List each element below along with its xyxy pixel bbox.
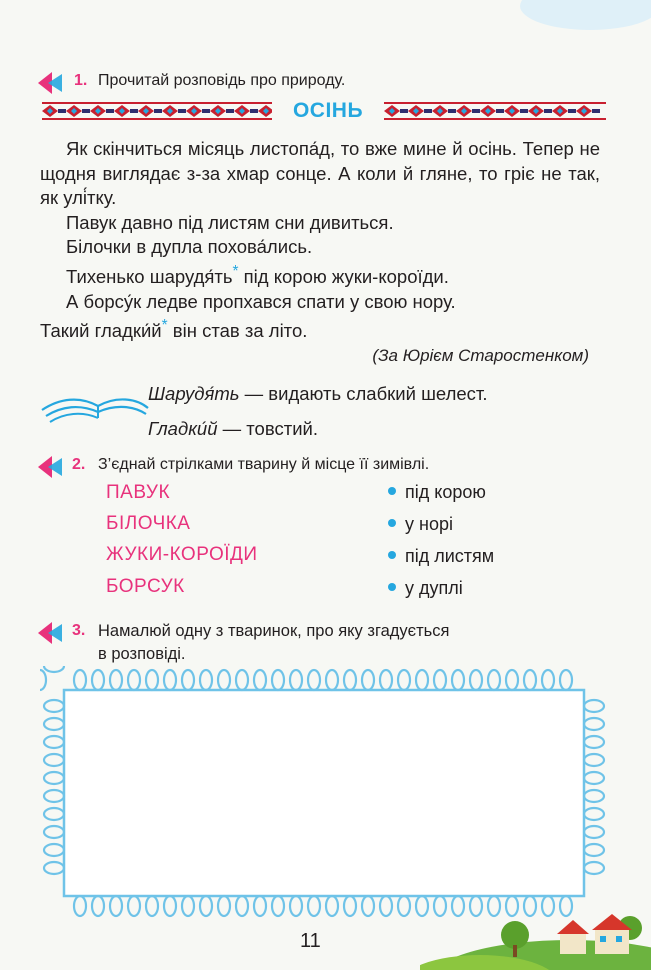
glossary-entry: Гладки́й — товстий.	[148, 418, 319, 439]
exercise-3-instruction: Намалюй одну з тваринок, про яку згадується	[98, 622, 450, 640]
animal-label: БІЛОЧКА	[106, 513, 191, 534]
exercise-2-instruction: З’єднай стрілками тварину й місце її зимівлі.	[98, 456, 430, 473]
exercise-marker-icon	[38, 622, 68, 644]
animal-label: ЖУКИ-КОРОЇДИ	[106, 544, 258, 565]
exercise-3-number: 3.	[72, 622, 86, 639]
animal-label: БОРСУК	[106, 576, 185, 597]
story-paragraph: А борсу́к ледве пропхався спати у свою нору.	[66, 290, 456, 312]
connection-dot[interactable]	[388, 583, 396, 591]
landscape-illustration	[420, 900, 651, 970]
story-paragraph: Павук давно під листям сни дивиться.	[66, 211, 394, 233]
glossary-entry: Шарудя́ть — видають слабкий шелест.	[148, 383, 488, 404]
book-icon	[40, 380, 150, 428]
story-title: ОСІНЬ	[292, 99, 364, 122]
animal-label: ПАВУК	[106, 482, 171, 503]
exercise-marker-icon	[38, 72, 68, 94]
place-option[interactable]: у дуплі	[388, 578, 463, 599]
story-text	[40, 137, 600, 344]
story-paragraph: Тихенько шарудя́ть* під корою жуки-короїди.	[66, 262, 449, 288]
page-number: 11	[300, 930, 321, 952]
story-paragraph: Такий гладки́й* він став за літо.	[40, 317, 308, 342]
place-option[interactable]: під корою	[388, 482, 486, 503]
story-paragraph: Білочки в дупла похова́лись.	[66, 236, 313, 258]
ornament-right	[384, 102, 606, 120]
exercise-1-number: 1.	[74, 72, 88, 89]
drawing-area[interactable]	[40, 666, 610, 918]
story-source: (За Юрієм Старостенком)	[372, 346, 589, 365]
connection-dot[interactable]	[388, 519, 396, 527]
exercise-1-instruction: Прочитай розповідь про природу.	[98, 72, 346, 89]
footnote-star: *	[161, 317, 168, 335]
connection-dot[interactable]	[388, 487, 396, 495]
place-option[interactable]: у норі	[388, 514, 453, 535]
footnote-star: *	[232, 262, 239, 280]
connection-dot[interactable]	[388, 551, 396, 559]
place-option[interactable]: під листям	[388, 546, 494, 567]
ornament-left	[42, 102, 272, 120]
exercise-3-instruction: в розповіді.	[98, 645, 186, 663]
story-paragraph: Як скінчиться місяць листопа́д, то вже мине й осінь. Тепер не щодня виглядає з-за хмар сонце. А коли й гляне, то гріє не так, як улі́тку.	[40, 138, 600, 209]
exercise-2-number: 2.	[72, 456, 86, 473]
exercise-marker-icon	[38, 456, 68, 478]
